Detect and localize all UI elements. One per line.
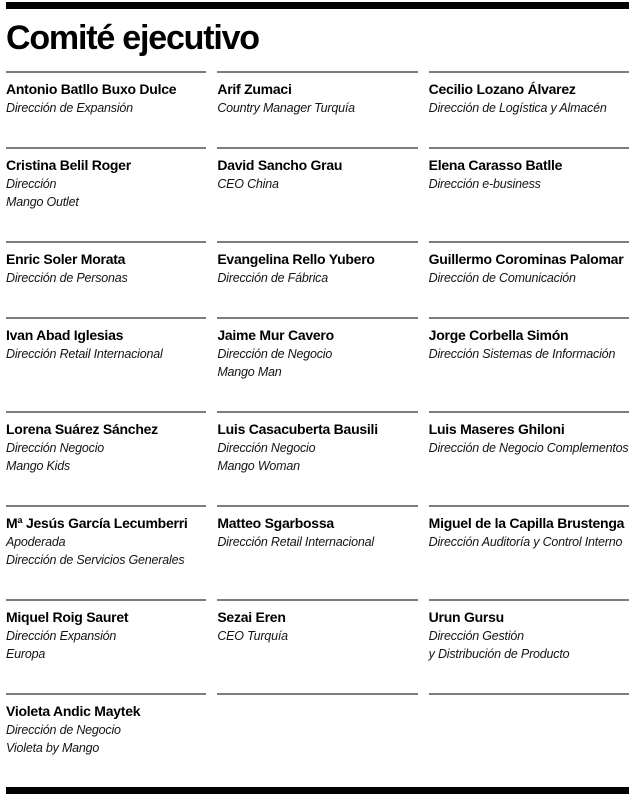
member-name: Arif Zumaci bbox=[217, 81, 292, 97]
member-role-line: Dirección Gestión bbox=[428, 629, 524, 643]
member-role-line: Country Manager Turquía bbox=[217, 101, 355, 115]
member-cell bbox=[217, 317, 417, 411]
member-role-line: CEO Turquía bbox=[217, 629, 288, 643]
member-name: Miguel de la Capilla Brustenga bbox=[428, 515, 625, 531]
member-role-line: Europa bbox=[6, 647, 46, 661]
member-cell bbox=[429, 71, 629, 147]
member-name: Enric Soler Morata bbox=[6, 251, 126, 267]
member-role-line: Dirección de Negocio bbox=[6, 723, 121, 737]
member-cell bbox=[429, 241, 629, 317]
member-role-line: Dirección de Negocio Complementos bbox=[428, 441, 629, 455]
member-role-line: Violeta by Mango bbox=[6, 741, 100, 755]
member-cell bbox=[6, 693, 206, 787]
member-role-line: Dirección Auditoría y Control Interno bbox=[428, 535, 623, 549]
member-role-line: Apoderada bbox=[6, 535, 66, 549]
top-rule-bar bbox=[6, 2, 629, 9]
member-cell bbox=[6, 317, 206, 411]
member-name: Ivan Abad Iglesias bbox=[6, 327, 124, 343]
member-cell bbox=[6, 147, 206, 241]
member-cell bbox=[6, 411, 206, 505]
member-cell bbox=[6, 241, 206, 317]
member-cell bbox=[217, 147, 417, 241]
executive-grid bbox=[6, 71, 629, 787]
member-role-line: Mango Outlet bbox=[6, 195, 79, 209]
member-role-line: Dirección Expansión bbox=[6, 629, 117, 643]
member-name: Luis Casacuberta Bausili bbox=[217, 421, 378, 437]
member-name: Miquel Roig Sauret bbox=[6, 609, 129, 625]
member-name: Elena Carasso Batlle bbox=[428, 157, 563, 173]
member-role-line: Dirección Retail Internacional bbox=[6, 347, 163, 361]
member-name: Evangelina Rello Yubero bbox=[217, 251, 375, 267]
member-role-line: Dirección de Fábrica bbox=[217, 271, 328, 285]
member-role-line: Dirección de Personas bbox=[6, 271, 128, 285]
member-role-line: Dirección de Negocio bbox=[217, 347, 333, 361]
member-role-line: Dirección de Servicios Generales bbox=[6, 553, 185, 567]
member-cell bbox=[429, 411, 629, 505]
member-role-line: Dirección e-business bbox=[428, 177, 541, 191]
member-role-line: Dirección Sistemas de Información bbox=[428, 347, 616, 361]
member-name: Luis Maseres Ghiloni bbox=[428, 421, 565, 437]
member-role-line: Dirección Negocio bbox=[6, 441, 105, 455]
member-role-line: Mango Woman bbox=[217, 459, 300, 473]
member-cell bbox=[429, 147, 629, 241]
member-name: Lorena Suárez Sánchez bbox=[6, 421, 158, 437]
member-role-line: Dirección de Logística y Almacén bbox=[428, 101, 607, 115]
member-cell bbox=[217, 411, 417, 505]
member-cell bbox=[217, 505, 417, 599]
member-role-line: y Distribución de Producto bbox=[428, 647, 570, 661]
member-cell bbox=[217, 71, 417, 147]
page-title: Comité ejecutivo bbox=[6, 19, 259, 57]
member-role-line: Mango Man bbox=[217, 365, 282, 379]
member-cell bbox=[217, 241, 417, 317]
member-name: Urun Gursu bbox=[428, 609, 504, 625]
member-name: David Sancho Grau bbox=[217, 157, 343, 173]
member-name: Antonio Batllo Buxo Dulce bbox=[6, 81, 177, 97]
grid-cell-empty bbox=[429, 693, 629, 787]
member-name: Matteo Sgarbossa bbox=[217, 515, 334, 531]
member-role-line: CEO China bbox=[217, 177, 279, 191]
member-name: Jorge Corbella Simón bbox=[428, 327, 569, 343]
member-role-line: Dirección de Expansión bbox=[6, 101, 133, 115]
member-name: Violeta Andic Maytek bbox=[6, 703, 141, 719]
member-name: Jaime Mur Cavero bbox=[217, 327, 334, 343]
member-cell bbox=[429, 599, 629, 693]
member-cell bbox=[6, 505, 206, 599]
member-cell bbox=[6, 71, 206, 147]
member-role-line: Dirección de Comunicación bbox=[428, 271, 576, 285]
member-cell bbox=[217, 599, 417, 693]
member-name: Cecilio Lozano Álvarez bbox=[428, 81, 576, 97]
member-role-line: Dirección Negocio bbox=[217, 441, 316, 455]
member-name: Mª Jesús García Lecumberri bbox=[6, 515, 188, 531]
grid-cell-empty bbox=[217, 693, 417, 787]
member-name: Sezai Eren bbox=[217, 609, 286, 625]
member-cell bbox=[429, 505, 629, 599]
member-cell bbox=[6, 599, 206, 693]
member-role-line: Mango Kids bbox=[6, 459, 71, 473]
member-role-line: Dirección bbox=[6, 177, 57, 191]
member-role-line: Dirección Retail Internacional bbox=[217, 535, 374, 549]
member-name: Cristina Belil Roger bbox=[6, 157, 131, 173]
member-name: Guillermo Corominas Palomar bbox=[428, 251, 624, 267]
member-cell bbox=[429, 317, 629, 411]
